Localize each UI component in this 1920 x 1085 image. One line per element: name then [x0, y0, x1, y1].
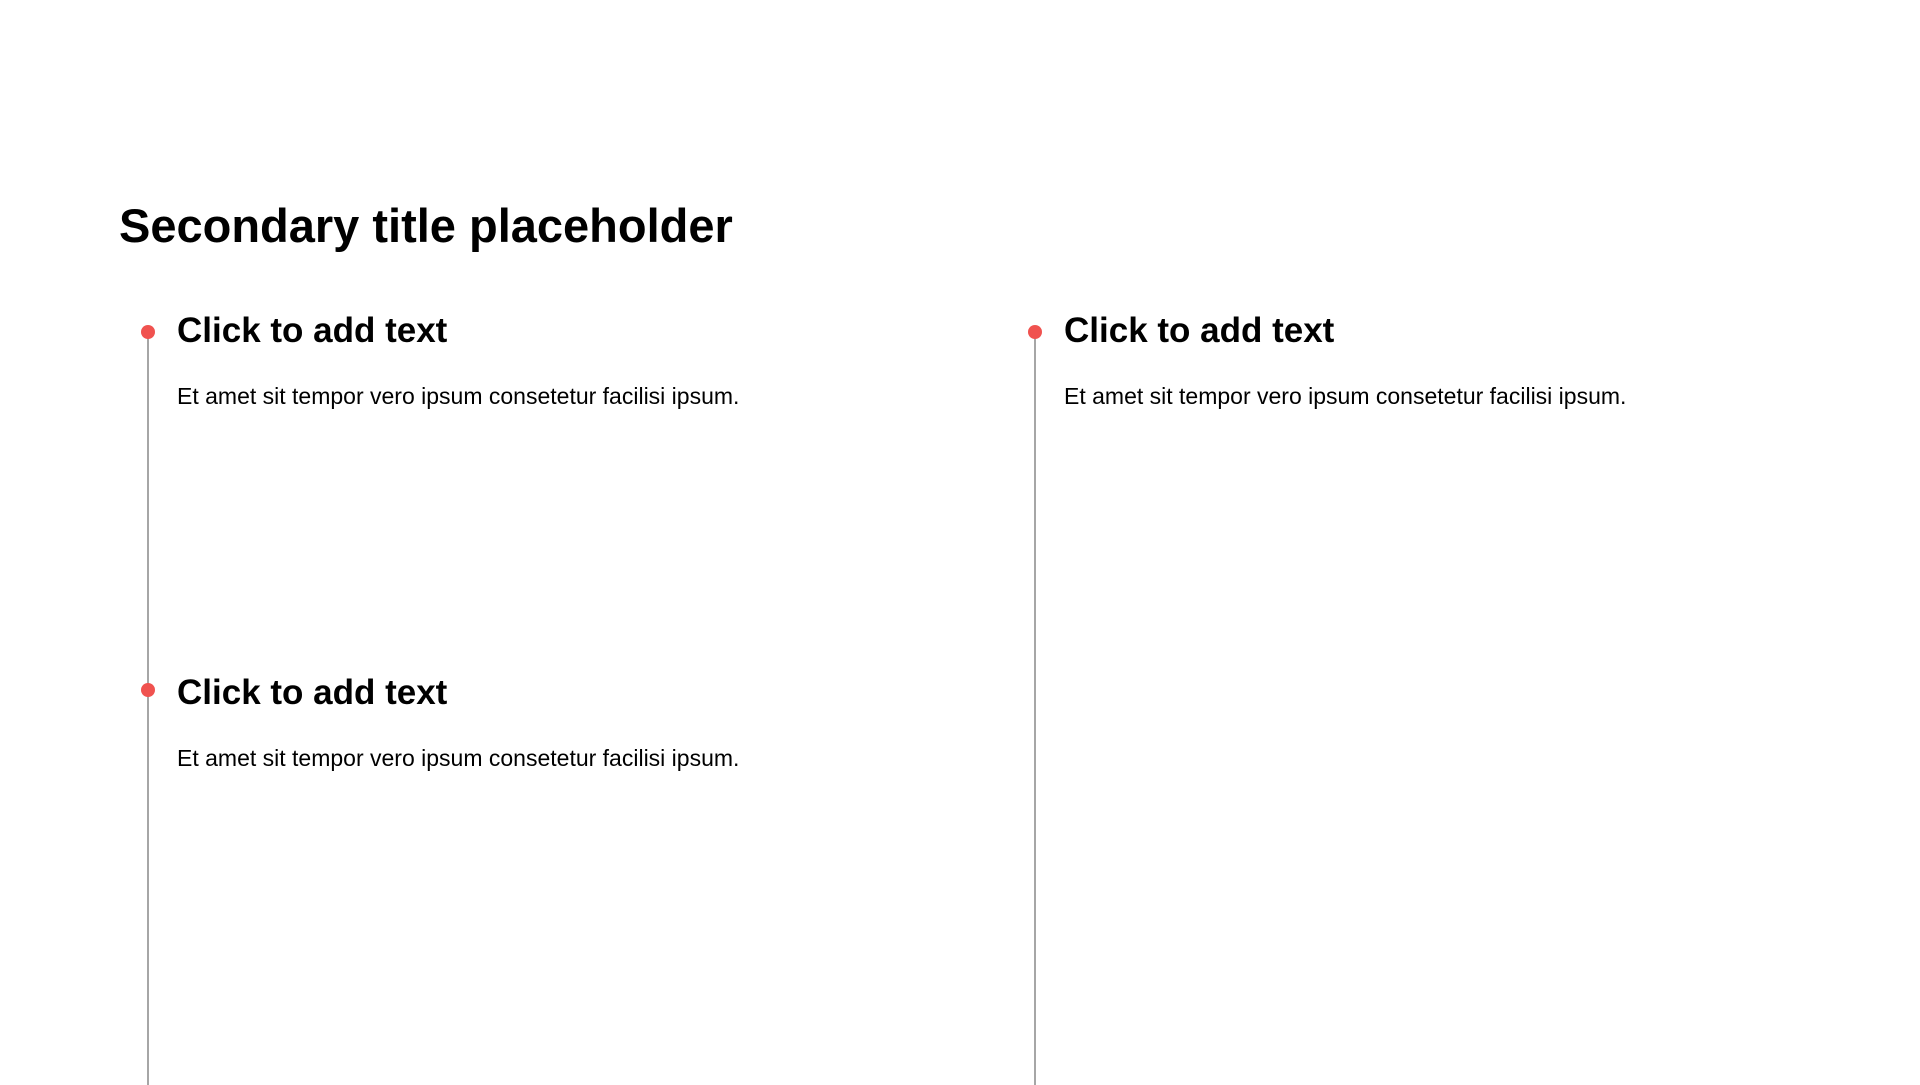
- timeline-line-right: [1034, 332, 1036, 1085]
- item-body[interactable]: Et amet sit tempor vero ipsum consetetur facilisi ipsum.: [177, 383, 740, 409]
- timeline-dot: [141, 683, 155, 697]
- timeline-line-left: [147, 332, 149, 1085]
- slide-title[interactable]: Secondary title placeholder: [119, 199, 733, 252]
- item-body[interactable]: Et amet sit tempor vero ipsum consetetur facilisi ipsum.: [177, 745, 740, 771]
- item-heading[interactable]: Click to add text: [1064, 311, 1335, 350]
- item-heading[interactable]: Click to add text: [177, 311, 448, 350]
- timeline-dot: [1028, 325, 1042, 339]
- item-heading[interactable]: Click to add text: [177, 673, 448, 712]
- item-body[interactable]: Et amet sit tempor vero ipsum consetetur facilisi ipsum.: [1064, 383, 1627, 409]
- timeline-dot: [141, 325, 155, 339]
